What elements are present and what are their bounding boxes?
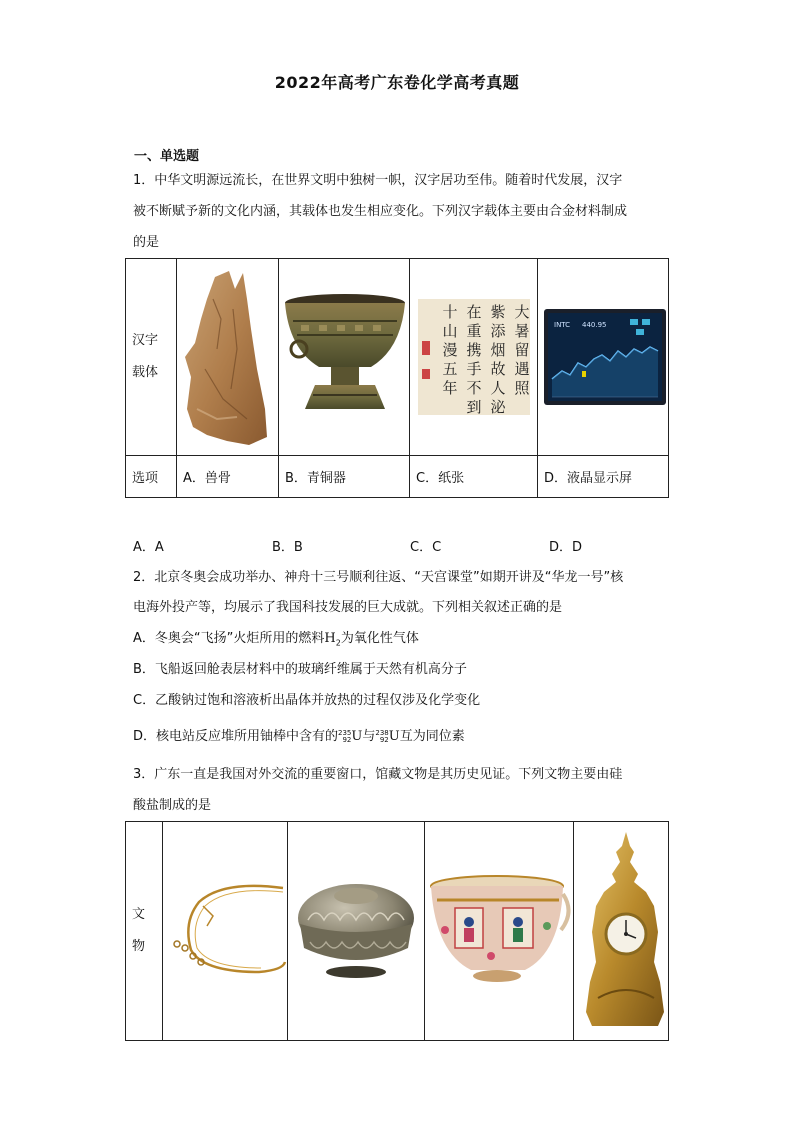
isotope-1-mass: 235 <box>338 728 352 737</box>
calligraphy-char: 留 <box>514 341 530 359</box>
calligraphy-char: 携 <box>466 341 482 359</box>
q3-row-label-line-1: 文 <box>132 907 146 922</box>
calligraphy-char: 紫 <box>490 303 506 321</box>
calligraphy-char: 添 <box>490 322 506 340</box>
q2-stem-line-2: 电海外投产等，均展示了我国科技发展的巨大成就。下列相关叙述正确的是 <box>133 600 563 615</box>
screen-price: 440.95 <box>582 321 607 329</box>
calligraphy-char: 照 <box>514 379 530 397</box>
q1-image-cell-d <box>538 259 669 456</box>
calligraphy-char: 重 <box>466 322 482 340</box>
calligraphy-char: 遇 <box>514 360 530 378</box>
calligraphy-char: 暑 <box>514 322 530 340</box>
q1-row-label-line-1: 汉字 <box>132 333 159 348</box>
q3-image-cell-a <box>163 822 288 1041</box>
porcelain-bowl-image <box>425 822 573 1040</box>
calligraphy-paper-image <box>410 259 537 455</box>
q2-option-d-post: 互为同位素 <box>399 729 465 744</box>
q2-option-a[interactable] <box>133 629 419 654</box>
calligraphy-char: 十 <box>442 303 458 321</box>
isotope-1-number: 92 <box>342 735 352 744</box>
q1-table <box>125 258 669 498</box>
q3-image-cell-c <box>425 822 574 1041</box>
calligraphy-char: 漫 <box>442 341 458 359</box>
h2-subscript: 2 <box>335 638 341 648</box>
q1-stem-line-3: 的是 <box>133 235 160 250</box>
q3-stem-line-1: 3．广东一直是我国对外交流的重要窗口，馆藏文物是其历史见证。下列文物主要由硅 <box>133 767 623 782</box>
q1-stem-line-1: 1．中华文明源远流长，在世界文明中独树一帜，汉字居功至伟。随着时代发展，汉字 <box>133 173 623 188</box>
calligraphy-char: 泌 <box>490 398 506 416</box>
calligraphy-char: 到 <box>466 398 482 416</box>
q3-image-cell-d <box>574 822 669 1041</box>
isotope-1-numbers <box>338 730 351 744</box>
calligraphy-char: 山 <box>442 322 458 340</box>
screen-ticker: INTC <box>554 321 571 329</box>
q1-option-a: A．兽骨 <box>177 456 279 498</box>
q1-option-label: 选项 <box>126 456 177 498</box>
q2-option-c[interactable]: C．乙酸钠过饱和溶液析出晶体并放热的过程仅涉及化学变化 <box>133 693 481 708</box>
choice-b[interactable]: B．B <box>272 540 303 555</box>
choice-a[interactable]: A．A <box>133 540 164 555</box>
q3-image-cell-b <box>288 822 425 1041</box>
choice-d[interactable]: D．D <box>549 540 583 555</box>
choice-c[interactable]: C．C <box>410 540 442 555</box>
isotope-2-symbol: U <box>388 729 400 744</box>
h2-element: H <box>324 631 336 646</box>
calligraphy-char: 五 <box>442 360 458 378</box>
calligraphy-char: 不 <box>466 379 482 397</box>
page-title: 2022年高考广东卷化学高考真题 <box>274 73 520 92</box>
q2-option-a-pre: A．冬奥会“飞扬”火炬所用的燃料 <box>133 631 325 646</box>
q1-image-cell-a <box>177 259 279 456</box>
q3-stem-line-2: 酸盐制成的是 <box>133 798 212 813</box>
calligraphy-char: 手 <box>466 360 482 378</box>
calligraphy-char: 年 <box>442 379 458 397</box>
q1-image-cell-c <box>410 259 538 456</box>
lcd-screen-image <box>538 259 668 455</box>
isotope-1-symbol: U <box>351 729 363 744</box>
q1-image-cell-b <box>279 259 410 456</box>
calligraphy-char: 人 <box>490 379 506 397</box>
q2-option-d-mid: 与 <box>362 729 376 744</box>
q3-table <box>125 821 669 1041</box>
q1-row-label <box>126 259 177 456</box>
q2-option-d[interactable] <box>133 727 465 747</box>
silver-box-image <box>288 822 424 1040</box>
q3-row-label-line-2: 物 <box>132 939 146 954</box>
section-heading: 一、单选题 <box>134 149 200 164</box>
gold-chain-image <box>163 822 287 1040</box>
isotope-2-mass: 238 <box>375 728 389 737</box>
calligraphy-char: 在 <box>466 303 482 321</box>
calligraphy-char: 故 <box>490 360 506 378</box>
isotope-2-numbers <box>375 730 388 744</box>
q1-option-d: D．液晶显示屏 <box>538 456 669 498</box>
q1-option-b: B．青铜器 <box>279 456 410 498</box>
bronze-vessel-image <box>279 259 409 455</box>
q2-option-d-pre: D．核电站反应堆所用铀棒中含有的 <box>133 729 339 744</box>
isotope-2-number: 92 <box>379 735 389 744</box>
q1-row-label-line-2: 载体 <box>132 365 159 380</box>
gilt-clock-image <box>574 822 668 1040</box>
q2-stem-line-1: 2．北京冬奥会成功举办、神舟十三号顺利往返、“天宫课堂”如期开讲及“华龙一号”核 <box>133 570 624 585</box>
q2-option-b[interactable]: B．飞船返回舱表层材料中的玻璃纤维属于天然有机高分子 <box>133 662 467 677</box>
calligraphy-char: 大 <box>514 303 530 321</box>
q3-row-label <box>126 822 163 1041</box>
animal-bone-image <box>177 259 278 455</box>
q2-option-a-post: 为氧化性气体 <box>340 631 419 646</box>
q1-stem-line-2: 被不断赋予新的文化内涵，其载体也发生相应变化。下列汉字载体主要由合金材料制成 <box>133 204 628 219</box>
calligraphy-char: 烟 <box>490 341 506 359</box>
q1-option-c: C．纸张 <box>410 456 538 498</box>
